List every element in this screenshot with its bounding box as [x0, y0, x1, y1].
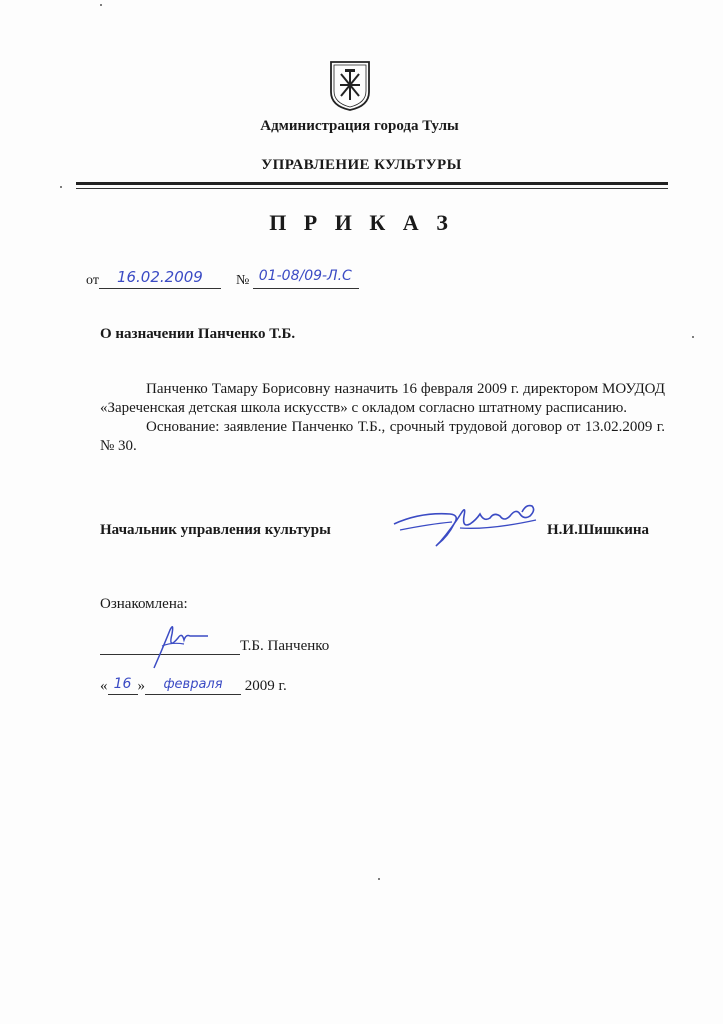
header-divider-thick: [76, 182, 668, 185]
acknowledgement-signature-icon: [132, 620, 212, 670]
acknowledgement-date: [100, 676, 287, 695]
order-number: 01-08/09-Л.С: [258, 268, 352, 284]
handwritten-signature-icon: [390, 494, 540, 554]
acknowledgement-label: Ознакомлена:: [100, 596, 188, 612]
order-body: [100, 380, 665, 456]
signatory-name: Н.И.Шишкина: [547, 522, 650, 538]
quote-open: «: [100, 678, 108, 694]
header-divider-thin: [76, 188, 668, 189]
day-field: [108, 676, 138, 695]
acknowledgement-day: 16: [113, 676, 132, 692]
acknowledgement-year: 2009 г.: [244, 678, 287, 694]
number-field: [253, 268, 359, 289]
order-date: 16.02.2009: [116, 268, 203, 286]
acknowledged-person: Т.Б. Панченко: [240, 638, 330, 654]
scan-speck: [378, 878, 380, 880]
scan-speck: [60, 186, 62, 188]
scan-speck: [100, 4, 102, 6]
quote-close: »: [137, 678, 145, 694]
tula-coat-of-arms-icon: [329, 60, 371, 112]
administration-name: Администрация города Тулы: [260, 118, 459, 134]
date-field: [99, 268, 221, 289]
signatory-position: Начальник управления культуры: [100, 522, 331, 538]
month-field: [145, 676, 241, 695]
number-prefix: №: [235, 273, 250, 288]
order-date-number-line: [86, 268, 359, 292]
order-subject: О назначении Панченко Т.Б.: [100, 326, 296, 342]
body-paragraph: Панченко Тамару Борисовну назначить 16 февраля 2009 г. директором МОУДОД «Зареченская детская школа искусств» с окладом согласно штатному расписанию.: [100, 381, 665, 416]
date-prefix: от: [86, 273, 99, 288]
acknowledgement-month: февраля: [163, 677, 223, 692]
document-title: П Р И К А З: [269, 210, 454, 235]
scan-speck: [692, 336, 694, 338]
body-paragraph: Основание: заявление Панченко Т.Б., срочный трудовой договор от 13.02.2009 г. № 30.: [100, 419, 665, 454]
department-name: УПРАВЛЕНИЕ КУЛЬТУРЫ: [261, 157, 462, 173]
